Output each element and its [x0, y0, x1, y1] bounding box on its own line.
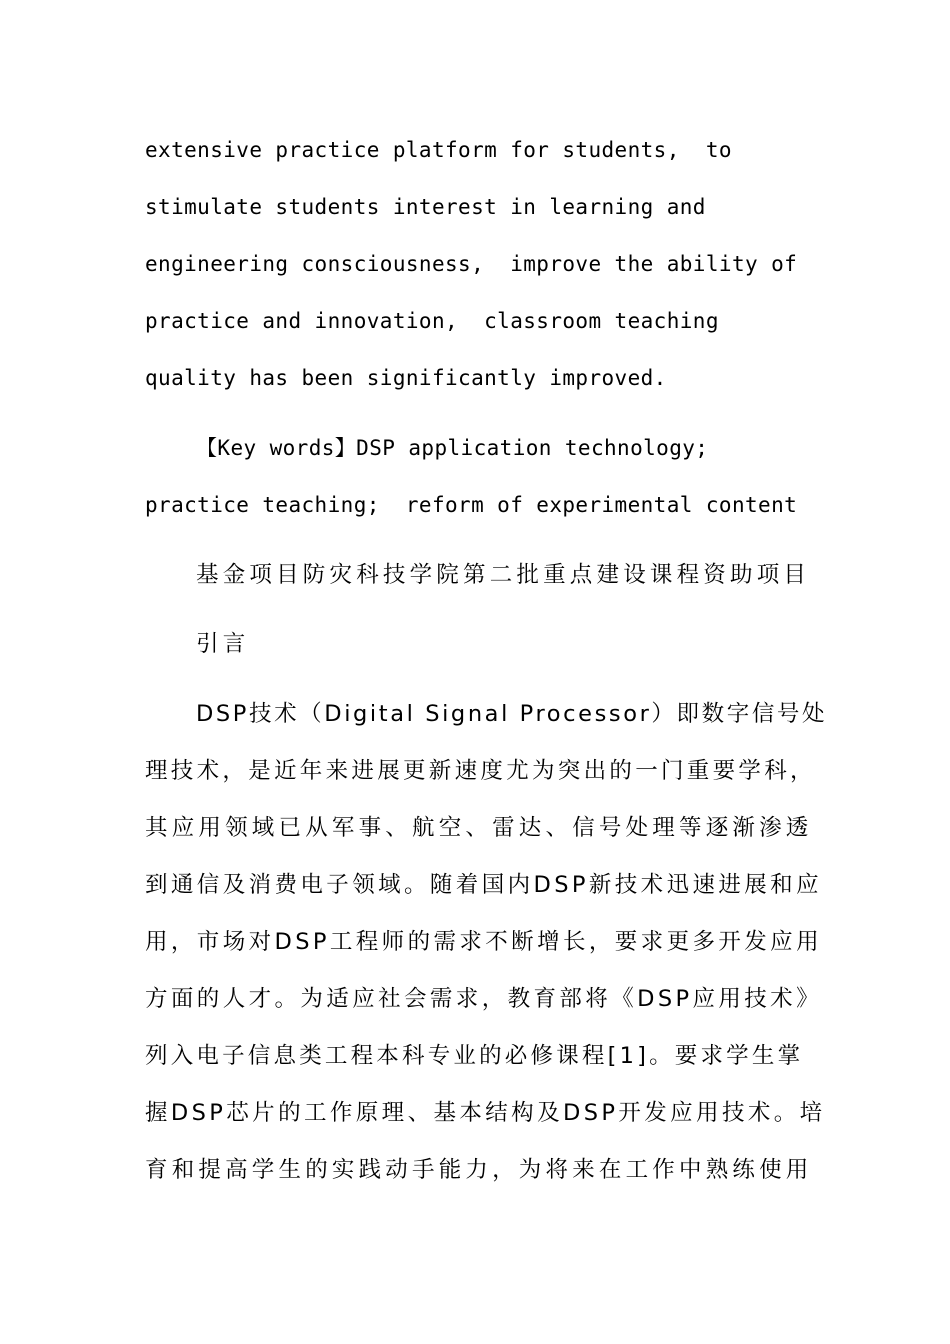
abstract-line-2: stimulate students interest in learning and	[145, 195, 706, 219]
intro-line-6: 方面的人才。为适应社会需求，教育部将《DSP应用技术》	[145, 986, 822, 1012]
intro-line-9: 育和提高学生的实践动手能力，为将来在工作中熟练使用	[145, 1157, 813, 1183]
intro-line-8: 握DSP芯片的工作原理、基本结构及DSP开发应用技术。培	[145, 1100, 826, 1126]
intro-line-7: 列入电子信息类工程本科专业的必修课程[1]。要求学生掌	[145, 1043, 804, 1069]
fund-line: 基金项目防灾科技学院第二批重点建设课程资助项目	[196, 562, 811, 588]
intro-line-5: 用，市场对DSP工程师的需求不断增长，要求更多开发应用	[145, 929, 822, 955]
keywords-line-2: practice teaching; reform of experimental content	[145, 493, 798, 517]
intro-line-3: 其应用领域已从军事、航空、雷达、信号处理等逐渐渗透	[145, 815, 813, 841]
intro-line-2: 理技术，是近年来进展更新速度尤为突出的一门重要学科，	[145, 758, 816, 784]
keywords-line-1: 【Key words】DSP application technology;	[196, 436, 709, 460]
abstract-line-3: engineering consciousness, improve the ability of	[145, 252, 798, 276]
abstract-line-5: quality has been significantly improved.	[145, 366, 667, 390]
abstract-line-1: extensive practice platform for students, to	[145, 138, 732, 162]
abstract-line-4: practice and innovation, classroom teaching	[145, 309, 719, 333]
intro-heading: 引言	[196, 631, 250, 657]
intro-line-1: DSP技术（Digital Signal Processor）即数字信号处	[196, 701, 828, 727]
intro-line-4: 到通信及消费电子领域。随着国内DSP新技术迅速进展和应	[145, 872, 822, 898]
